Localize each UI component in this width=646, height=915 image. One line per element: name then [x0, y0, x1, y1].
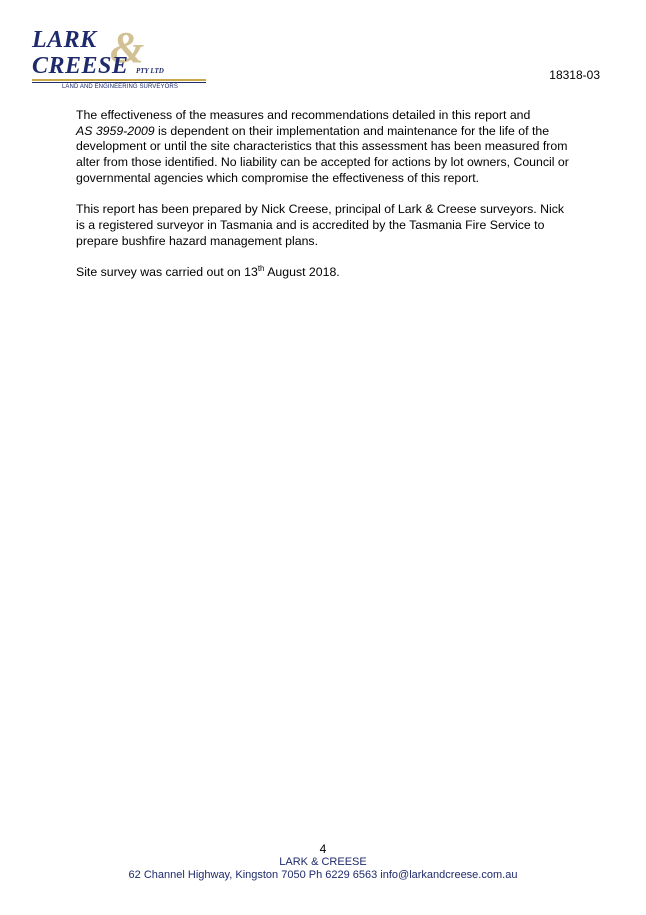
ordinal-suffix: th — [257, 264, 265, 273]
logo-pty-ltd: PTY LTD — [136, 67, 164, 75]
logo-ampersand: & — [110, 23, 145, 72]
page-number: 4 — [319, 842, 327, 856]
footer-company-name: LARK & CREESE — [279, 856, 367, 868]
logo-tagline: LAND AND ENGINEERING SURVEYORS — [62, 84, 178, 90]
logo-word-creese: CREESE — [32, 53, 129, 79]
page-footer — [0, 842, 646, 882]
standard-reference: AS 3959-2009 — [76, 123, 155, 138]
report-body — [76, 108, 570, 296]
author-paragraph: This report has been prepared by Nick Creese, principal of Lark & Creese surveyors. Nick is a registered surveyor in Tasmania and is accredited by the Tasmania Fire Service to prepare bushfire hazard management plans. — [76, 202, 564, 248]
liability-text-end: is dependent on their implementation and maintenance for the life of the development or until the site characteristics that this assessment has been measured from alter from those identified. No liability can be accepted for actions by lot owners, Council or governmental agencies which compromise the effectiveness of this report. — [76, 123, 569, 185]
survey-date-text-start: Site survey was carried out on 13 — [76, 265, 258, 279]
survey-date-paragraph — [76, 265, 570, 281]
liability-paragraph — [76, 108, 570, 187]
survey-date-text-end: August 2018. — [264, 265, 340, 279]
logo-word-lark: LARK — [32, 27, 97, 53]
document-reference: 18318-03 — [549, 68, 600, 82]
logo-navy-rule — [32, 82, 206, 83]
footer-contact-address: 62 Channel Highway, Kingston 7050 Ph 6229 6563 info@larkandcreese.com.au — [128, 869, 518, 881]
logo-gold-rule — [32, 79, 206, 81]
liability-text-start: The effectiveness of the measures and recommendations detailed in this report and — [76, 108, 531, 122]
company-logo — [32, 23, 212, 94]
